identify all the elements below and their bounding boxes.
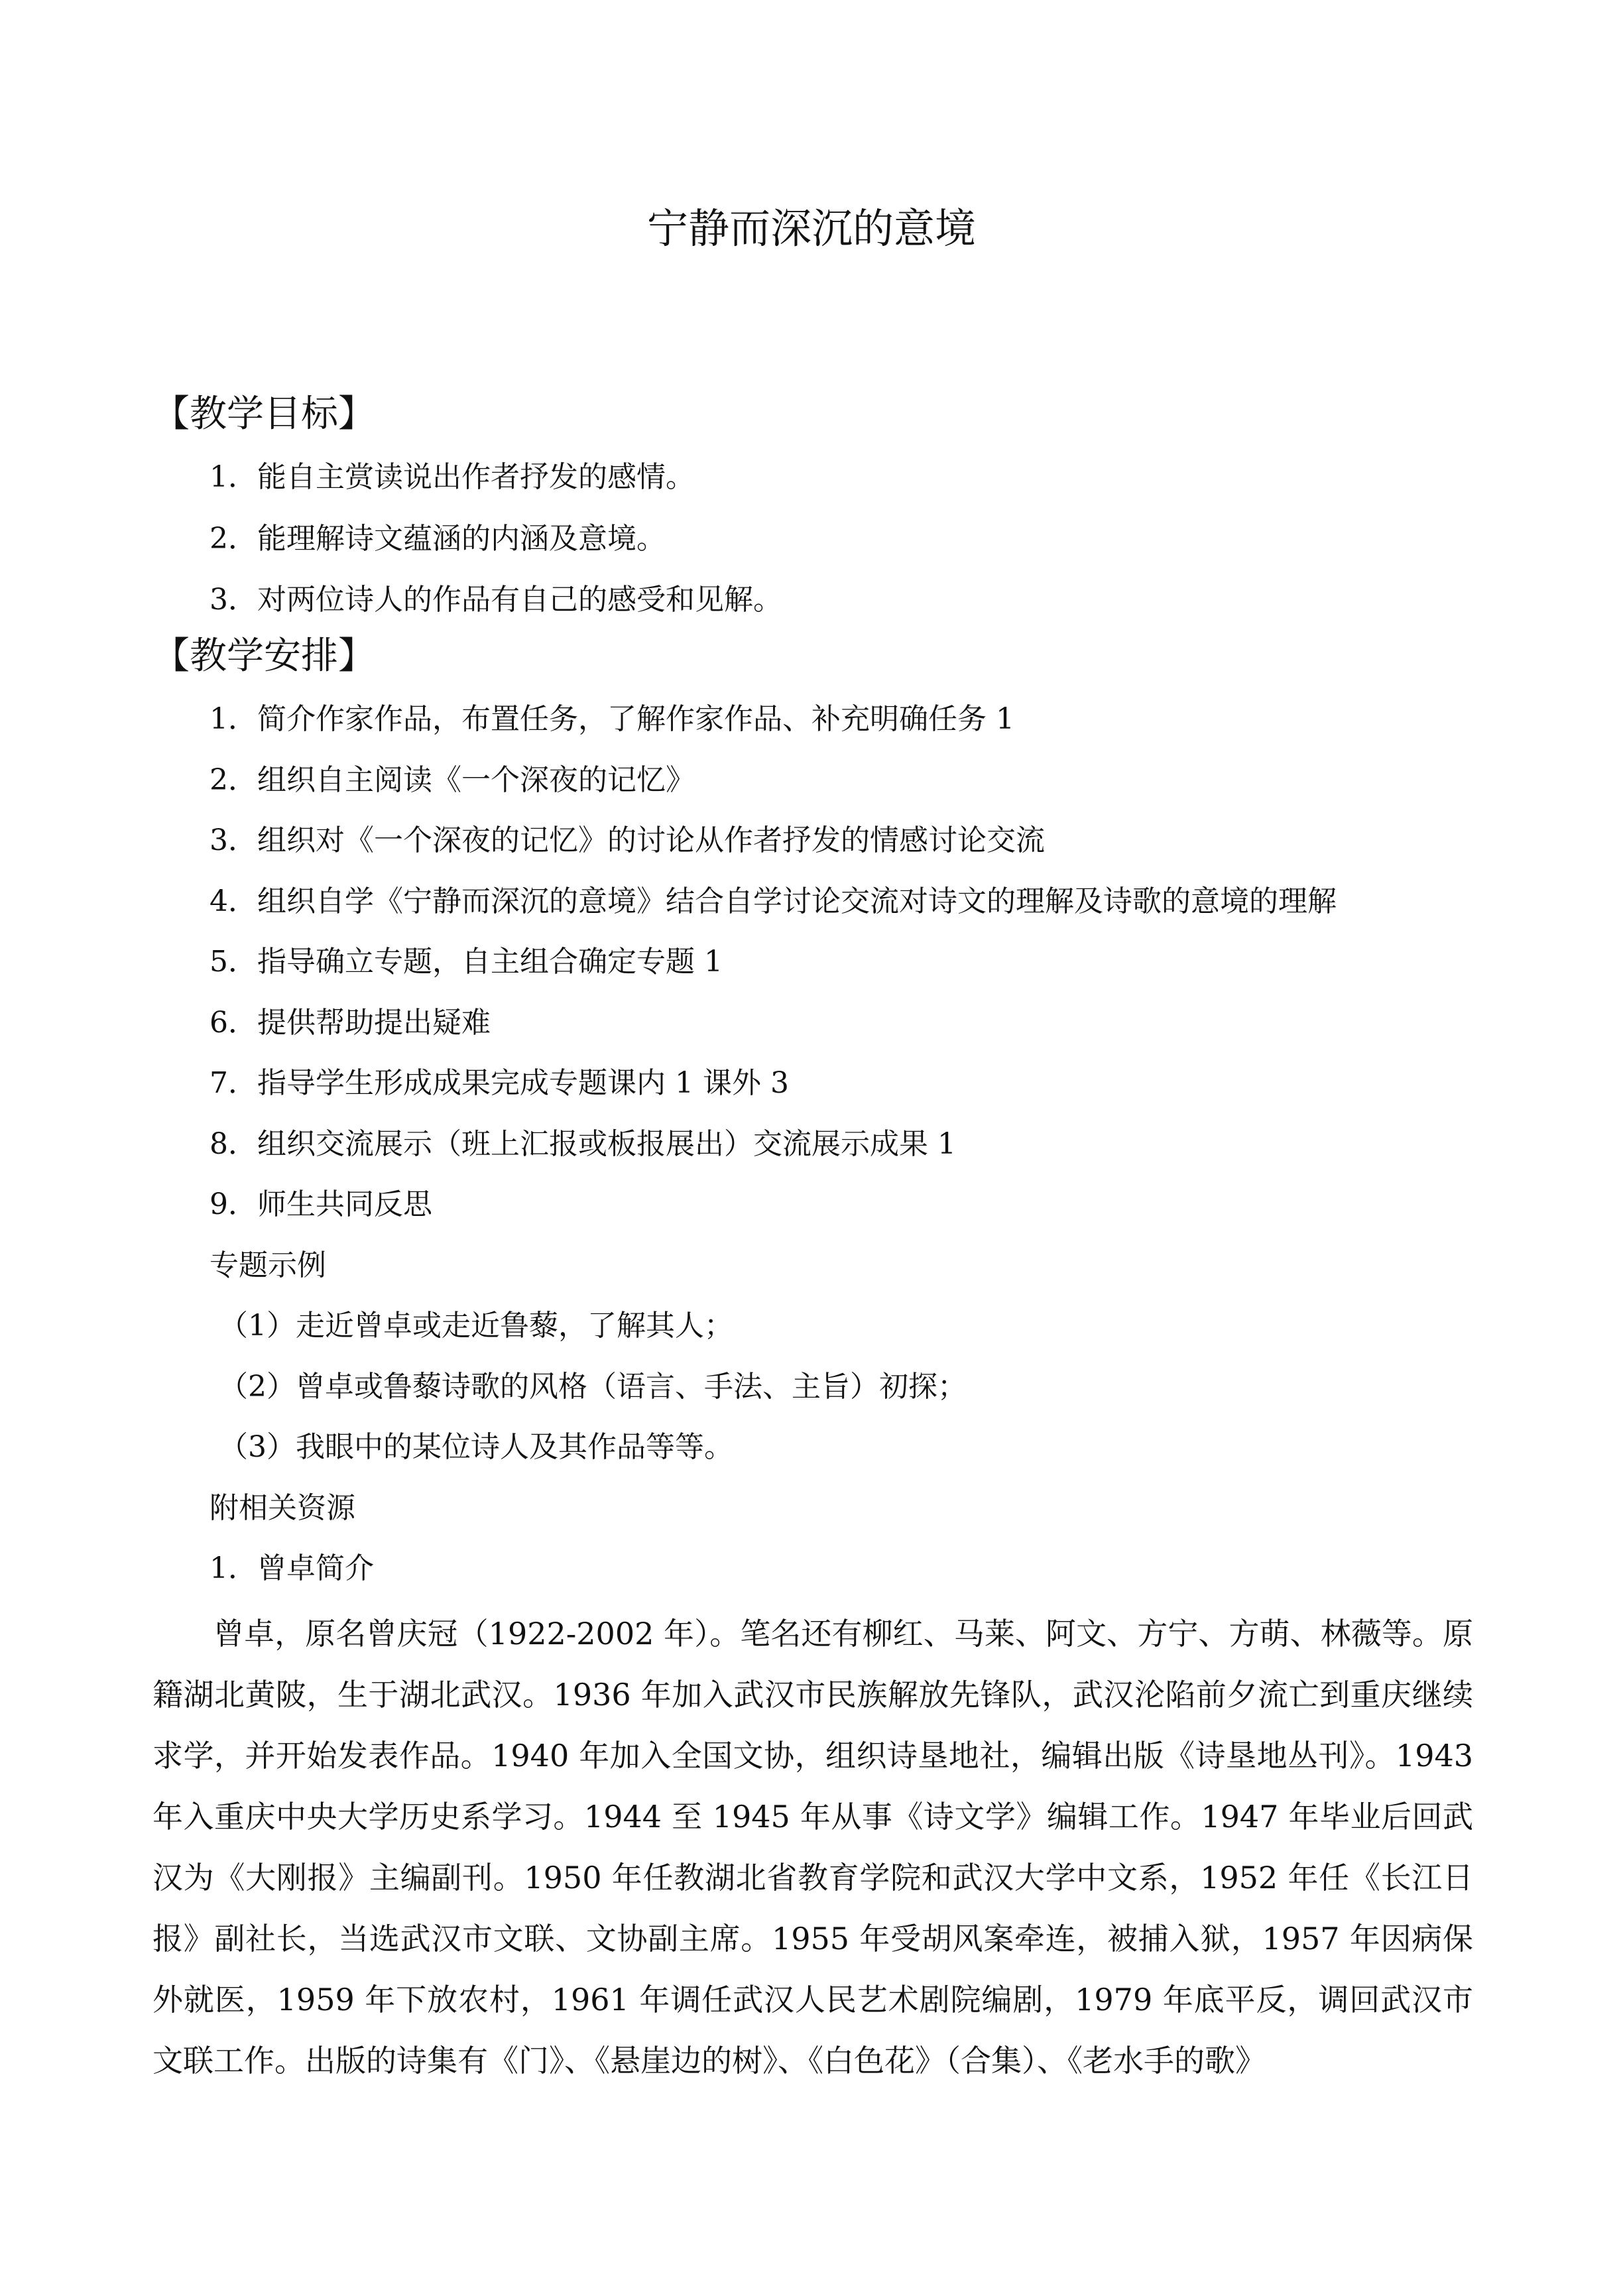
- arrangement-item: 4．组织自学《宁静而深沉的意境》结合自学讨论交流对诗文的理解及诗歌的意境的理解: [210, 884, 1337, 918]
- resources-subheading: 1．曾卓简介: [210, 1551, 374, 1585]
- resources-label: 附相关资源: [210, 1491, 355, 1525]
- topic-item: （1）走近曾卓或走近鲁藜，了解其人；: [219, 1309, 733, 1343]
- arrangement-item: 3．组织对《一个深夜的记忆》的讨论从作者抒发的情感讨论交流: [210, 823, 1045, 857]
- arrangement-item: 2．组织自主阅读《一个深夜的记忆》: [210, 763, 695, 797]
- objective-item: 1．能自主赏读说出作者抒发的感情。: [210, 460, 695, 494]
- section-heading-arrangement: 【教学安排】: [152, 634, 375, 678]
- objective-item: 2．能理解诗文蕴涵的内涵及意境。: [210, 522, 666, 556]
- section-heading-objectives: 【教学目标】: [152, 393, 375, 436]
- arrangement-item: 6．提供帮助提出疑难: [210, 1006, 491, 1040]
- arrangement-item: 1．简介作家作品，布置任务，了解作家作品、补充明确任务 1: [210, 702, 1014, 736]
- arrangement-item: 8．组织交流展示（班上汇报或板报展出）交流展示成果 1: [210, 1127, 956, 1161]
- objective-item: 3．对两位诗人的作品有自己的感受和见解。: [210, 583, 782, 617]
- biography-paragraph: 曾卓，原名曾庆冠（1922-2002 年）。笔名还有柳红、马莱、阿文、方宁、方萌、林薇等。原籍湖北黄陂，生于湖北武汉。1936 年加入武汉市民族解放先锋队，武汉沦陷前夕流亡到重庆继续求学，并开始发表作品。1940 年加入全国文协，组织诗垦地社，编辑出版《诗垦地丛刊》。1943 年入重庆中央大学历史系学习。1944 至 1945 年从事《诗文学》编辑工作。1947 年毕业后回武汉为《大刚报》主编副刊。1950 年任教湖北省教育学院和武汉大学中文系，1952 年任《长江日报》副社长，当选武汉市文联、文协副主席。1955 年受胡风案牵连，被捕入狱，1957 年因病保外就医，1959 年下放农村，1961 年调任武汉人民艺术剧院编剧，1979 年底平反，调回武汉市文联工作。出版的诗集有《门》、《悬崖边的树》、《白色花》（合集）、《老水手的歌》: [152, 1616, 1473, 2079]
- arrangement-item: 9．师生共同反思: [210, 1187, 432, 1221]
- topics-label: 专题示例: [210, 1248, 326, 1282]
- topic-item: （3）我眼中的某位诗人及其作品等等。: [219, 1430, 733, 1464]
- topic-item: （2）曾卓或鲁藜诗歌的风格（语言、手法、主旨）初探；: [219, 1370, 967, 1404]
- page-title: 宁静而深沉的意境: [646, 204, 976, 253]
- arrangement-item: 5．指导确立专题，自主组合确定专题 1: [210, 945, 723, 979]
- arrangement-item: 7．指导学生形成成果完成专题课内 1 课外 3: [210, 1066, 789, 1100]
